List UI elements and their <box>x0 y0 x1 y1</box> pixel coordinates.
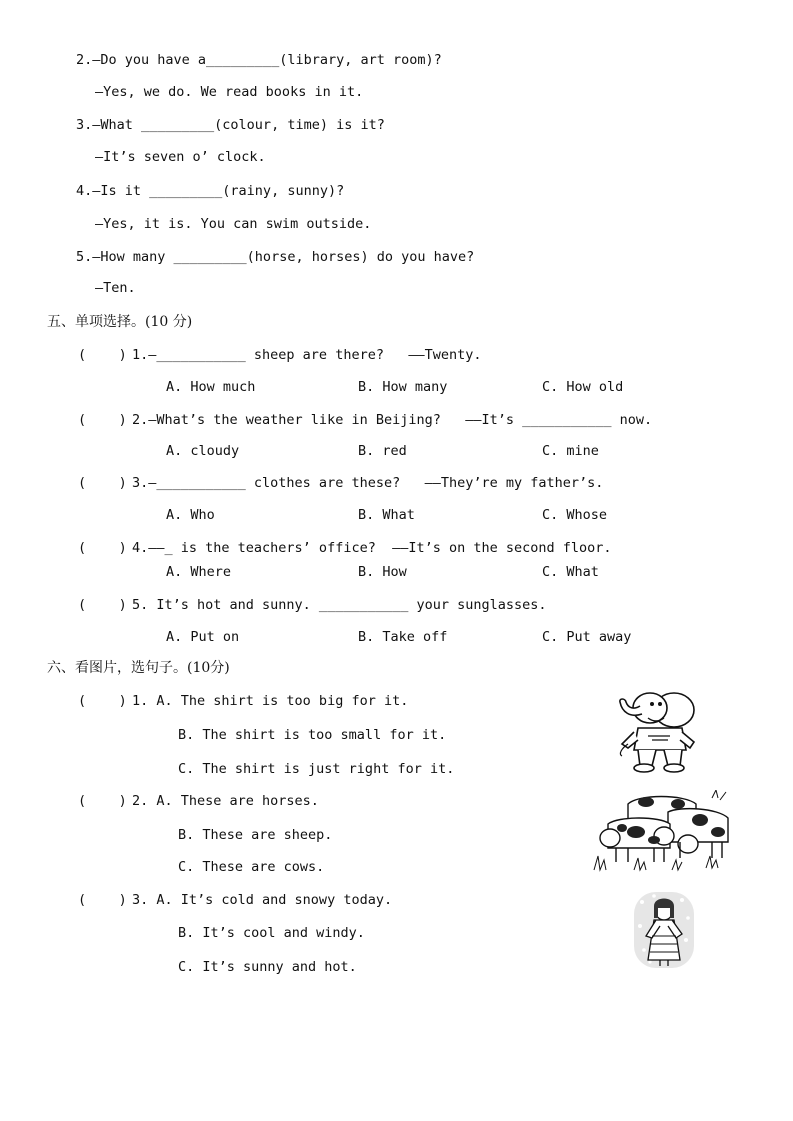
s6-q2-paren[interactable]: ( ) <box>78 793 127 809</box>
s5-q2-option-a: A. cloudy <box>166 443 240 459</box>
fill-q3-answer: —It’s seven o’ clock. <box>95 149 266 165</box>
s6-q2-option-c: C. These are cows. <box>178 859 325 875</box>
s5-q5-option-a: A. Put on <box>166 629 240 645</box>
s6-q3-paren[interactable]: ( ) <box>78 892 127 908</box>
s5-q4-paren[interactable]: ( ) <box>78 540 127 556</box>
elephant-in-shirt-picture <box>612 688 702 774</box>
s5-q5-paren[interactable]: ( ) <box>78 597 127 613</box>
s5-q3-option-a: A. Who <box>166 507 215 523</box>
s5-q5-option-b: B. Take off <box>358 629 448 645</box>
s5-q2-option-b: B. red <box>358 443 407 459</box>
s5-q2-text: 2.—What’s the weather like in Beijing? ——It’s ___________ now. <box>132 412 653 428</box>
s6-q1-option-a: 1. A. The shirt is too big for it. <box>132 693 409 709</box>
s6-q3-option-b: B. It’s cool and windy. <box>178 925 365 941</box>
s6-q2-option-a: 2. A. These are horses. <box>132 793 319 809</box>
fill-q4-answer: —Yes, it is. You can swim outside. <box>95 216 372 232</box>
fill-q2-question: 2.—Do you have a_________(library, art room)? <box>76 52 442 68</box>
s5-q3-text: 3.—___________ clothes are these? ——They’re my father’s. <box>132 475 604 491</box>
s6-q2-option-b: B. These are sheep. <box>178 827 333 843</box>
section6-title: 六、看图片，选句子。(10分) <box>47 660 230 676</box>
s5-q2-option-c: C. mine <box>542 443 599 459</box>
section5-title: 五、单项选择。(10 分) <box>47 314 193 330</box>
s5-q3-option-b: B. What <box>358 507 415 523</box>
s5-q1-option-a: A. How much <box>166 379 256 395</box>
s5-q4-option-a: A. Where <box>166 564 232 580</box>
s5-q1-text: 1.—___________ sheep are there? ——Twenty. <box>132 347 482 363</box>
s5-q1-option-c: C. How old <box>542 379 624 395</box>
s6-q1-paren[interactable]: ( ) <box>78 693 127 709</box>
s5-q1-paren[interactable]: ( ) <box>78 347 127 363</box>
s6-q1-option-c: C. The shirt is just right for it. <box>178 761 455 777</box>
girl-in-snow-picture <box>632 890 696 970</box>
fill-q5-answer: —Ten. <box>95 280 136 296</box>
s6-q3-option-a: 3. A. It’s cold and snowy today. <box>132 892 393 908</box>
fill-q3-question: 3.—What _________(colour, time) is it? <box>76 117 385 133</box>
s5-q3-paren[interactable]: ( ) <box>78 475 127 491</box>
cows-grazing-picture <box>588 790 740 874</box>
s6-q3-option-c: C. It’s sunny and hot. <box>178 959 357 975</box>
s5-q3-option-c: C. Whose <box>542 507 608 523</box>
s5-q4-option-c: C. What <box>542 564 599 580</box>
s6-q1-option-b: B. The shirt is too small for it. <box>178 727 447 743</box>
s5-q5-option-c: C. Put away <box>542 629 632 645</box>
s5-q5-text: 5. It’s hot and sunny. ___________ your sunglasses. <box>132 597 547 613</box>
s5-q4-text: 4.——_ is the teachers’ office? ——It’s on the second floor. <box>132 540 612 556</box>
s5-q2-paren[interactable]: ( ) <box>78 412 127 428</box>
s5-q4-option-b: B. How <box>358 564 407 580</box>
fill-q4-question: 4.—Is it _________(rainy, sunny)? <box>76 183 345 199</box>
s5-q1-option-b: B. How many <box>358 379 448 395</box>
fill-q5-question: 5.—How many _________(horse, horses) do you have? <box>76 249 475 265</box>
fill-q2-answer: —Yes, we do. We read books in it. <box>95 84 364 100</box>
